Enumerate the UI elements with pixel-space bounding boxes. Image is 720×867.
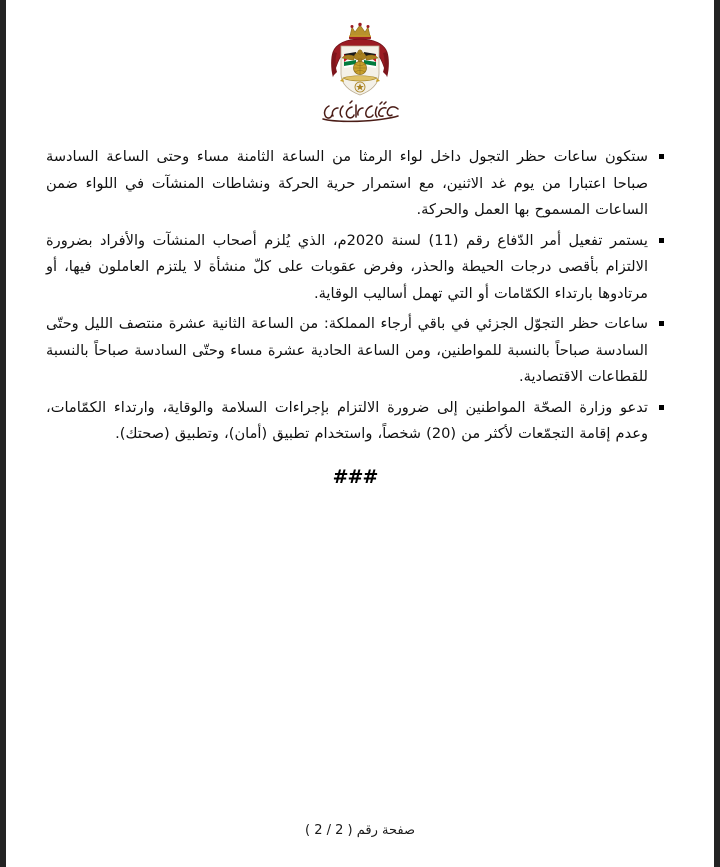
scan-edge-left <box>0 0 6 867</box>
end-of-release-separator: ### <box>332 465 378 488</box>
bullet-item-defense-order-11 <box>46 228 664 308</box>
bullet-text: يستمر تفعيل أمر الدّفاع رقم (11) لسنة 2020م، الذي يُلزم أصحاب المنشآت والأفراد بضرورة الالتزام بأقصى درجات الحيطة والحذر، وفرض عقوبات على كلّ منشأة لا يلتزم العاملون فيها، أو مرتادوها بارتداء الكمّامات أو التي تهمل أساليب الوقاية. <box>46 231 648 302</box>
hashemite-coat-of-arms-icon <box>324 22 396 98</box>
bullet-item-curfew-ramtha <box>46 144 664 224</box>
bullet-item-health-ministry-appeal <box>46 395 664 448</box>
document-content <box>6 126 714 488</box>
bullet-text: تدعو وزارة الصحّة المواطنين إلى ضرورة الالتزام بإجراءات السلامة والوقاية، وارتداء الكمّامات، وعدم إقامة التجمّعات لأكثر من (20) شخصاً، واستخدام تطبيق (أمان)، وتطبيق (صحتك). <box>46 398 648 442</box>
bullet-text: ستكون ساعات حظر التجول داخل لواء الرمثا من الساعة الثامنة مساء وحتى الساعة السادسة صباحا اعتبارا من يوم غد الاثنين، مع استمرار حرية الحركة ونشاطات المنشآت في اللواء ضمن الساعات المسموح بها العمل والحركة. <box>46 148 648 218</box>
scan-edge-right <box>714 0 720 867</box>
bullet-text: ساعات حظر التجوّل الجزئي في باقي أرجاء المملكة: من الساعة الثانية عشرة منتصف الليل وحتّى السادسة صباحاً بالنسبة للمواطنين، ومن الساعة الحادية عشرة مساء وحتّى السادسة صباحاً بالنسبة للقطاعات الاقتصادية. <box>46 315 648 385</box>
bullet-list <box>46 144 664 448</box>
page-body <box>6 0 714 867</box>
ministry-name-calligraphy <box>314 100 406 126</box>
letterhead <box>6 0 714 126</box>
page-number-footer: صفحة رقم ( 2 / 2 ) <box>304 823 416 838</box>
bullet-item-partial-curfew-kingdom <box>46 311 664 391</box>
